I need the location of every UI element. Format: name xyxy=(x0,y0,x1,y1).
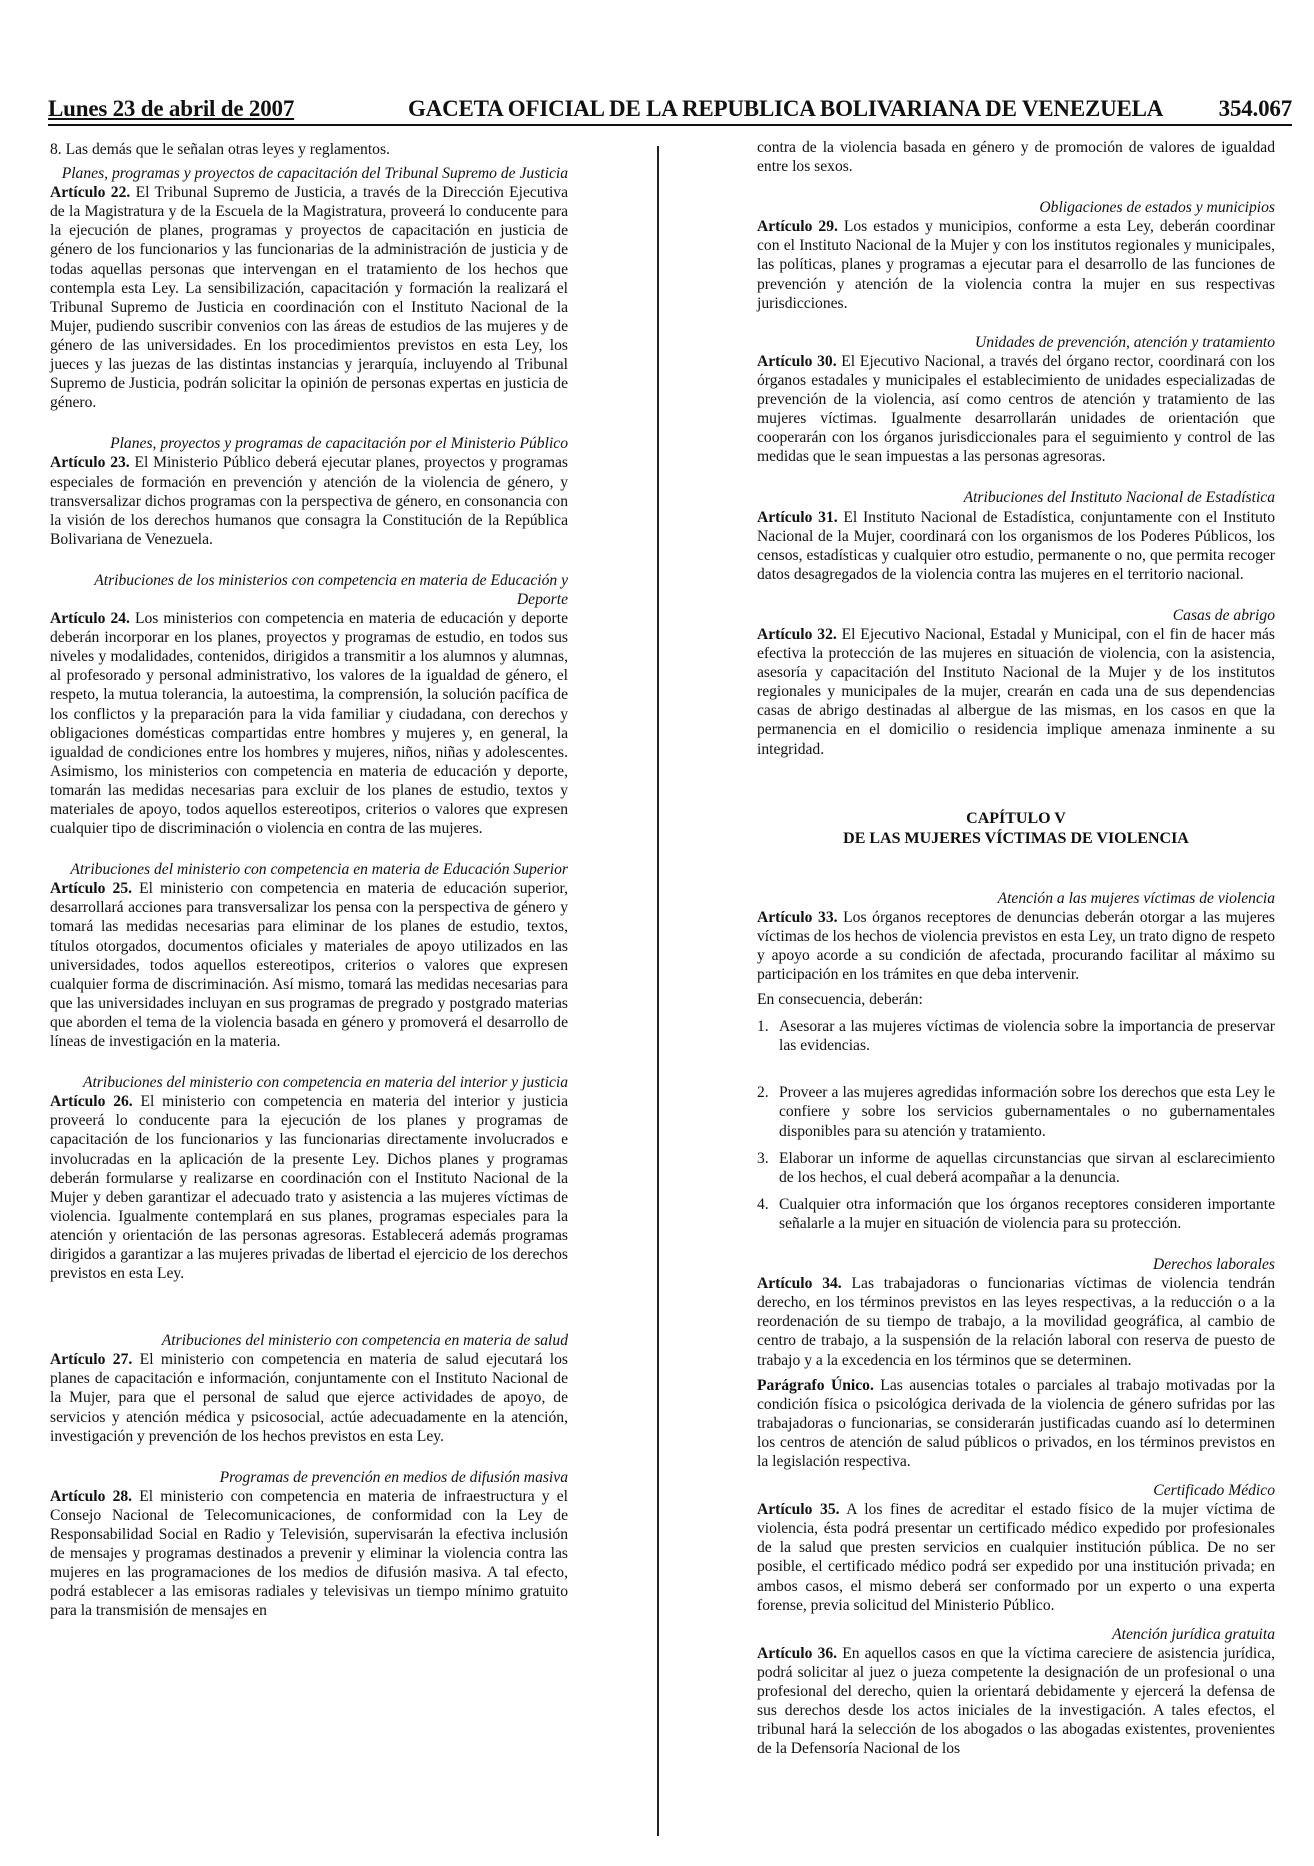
article-28-continuation: contra de la violencia basada en género y de promoción de valores de igualdad entre los sexos. xyxy=(757,139,1275,176)
article-36 xyxy=(757,1644,1275,1759)
article-33 xyxy=(757,908,1275,984)
article-26 xyxy=(50,1092,568,1283)
article-32-heading: Casas de abrigo xyxy=(1172,606,1275,624)
left-column xyxy=(50,140,568,1620)
list-item xyxy=(757,1195,1275,1233)
article-29-label: Artículo 29. xyxy=(757,218,838,236)
header-page-number: 354.067 xyxy=(1218,96,1292,121)
article-30-text: El Ejecutivo Nacional, a través del órgano rector, coordinará con los órganos estadales y municipales el establecimiento de unidades especializadas de prevención de la violencia, así como centros de atención y tratamiento de las mujeres víctimas. Igualmente desarrollarán unidades de orientación que cooperarán con los órganos jurisdiccionales para el seguimiento y control de las medidas que le sean impuestas a las personas agresoras. xyxy=(757,352,1275,466)
article-34 xyxy=(757,1274,1275,1369)
article-25-label: Artículo 25. xyxy=(50,880,133,898)
header-title: GACETA OFICIAL DE LA REPUBLICA BOLIVARIANA DE VENEZUELA xyxy=(408,96,1164,121)
article-26-label: Artículo 26. xyxy=(50,1093,133,1111)
article-22-heading: Planes, programas y proyectos de capacitación del Tribunal Supremo de Justicia xyxy=(61,165,568,183)
article-25-heading: Atribuciones del ministerio con competencia en materia de Educación Superior xyxy=(70,861,568,879)
article-35-label: Artículo 35. xyxy=(757,1501,840,1519)
page-header xyxy=(48,94,1292,126)
article-32 xyxy=(757,625,1275,759)
article-25-text: El ministerio con competencia en materia de educación superior, desarrollará acciones para transversalizar los pensa con la perspectiva de género y tomará las medidas necesarias para eliminar de los planes de estudio, textos, títulos otorgados, documentos oficiales y materiales de apoyo utilizados en las universidades, todos aquellos estereotipos, criterios o valores que expresen cualquier forma de discriminación. Así mismo, tomará las medidas necesarias para que las universidades incluyan en sus programas de pregrado y postgrado materias que aborden el tema de la violencia basada en género y promoverá el desarrollo de líneas de investigación en la materia. xyxy=(50,880,568,1051)
article-23 xyxy=(50,453,568,548)
article-26-heading: Atribuciones del ministerio con competencia en materia del interior y justicia xyxy=(82,1074,568,1092)
article-36-heading: Atención jurídica gratuita xyxy=(1112,1625,1275,1643)
chapter-number: CAPÍTULO V xyxy=(966,809,1066,827)
article-31-label: Artículo 31. xyxy=(757,508,838,526)
article-28 xyxy=(50,1487,568,1621)
paragraph-label: Parágrafo Único. xyxy=(757,1376,874,1394)
article-36-label: Artículo 36. xyxy=(757,1644,838,1662)
list-item-number: 4. xyxy=(757,1195,769,1213)
article-22 xyxy=(50,183,568,412)
article-25 xyxy=(50,879,568,1051)
list-item-text: Proveer a las mujeres agredidas información sobre los derechos que esta Ley le confiere y sobre los servicios gubernamentales o no gubernamentales disponibles para su atención y tratamiento. xyxy=(779,1084,1275,1140)
chapter-heading xyxy=(757,809,1275,849)
column-divider xyxy=(657,146,659,1836)
article-34-label: Artículo 34. xyxy=(757,1275,842,1293)
list-item-text: Elaborar un informe de aquellas circunstancias que sirvan al esclarecimiento de los hechos, el cual deberá acompañar a la denuncia. xyxy=(779,1149,1275,1186)
article-32-text: El Ejecutivo Nacional, Estadal y Municipal, con el fin de hacer más efectiva la protección de las mujeres en situación de violencia, con la asistencia, asesoría y capacitación del Instituto Nacional de la Mujer y de los institutos regionales y municipales de la mujer, crearán en cada una de sus dependencias casas de abrigo destinadas al albergue de las mismas, en los casos en que la permanencia en el domicilio o residencia implique amenaza inminente a su integridad. xyxy=(757,625,1275,758)
article-31-text: El Instituto Nacional de Estadística, conjuntamente con el Instituto Nacional de la Mujer, coordinará con los organismos de los Poderes Públicos, los censos, estadísticas y cualquier otro estudio, permanente o no, que permita recoger datos desagregados de la violencia contra las mujeres en el territorio nacional. xyxy=(757,508,1275,583)
article-28-heading: Programas de prevención en medios de difusión masiva xyxy=(219,1468,568,1486)
list-item-text: Cualquier otra información que los órganos receptores consideren importante señalarle a la mujer en situación de violencia para su protección. xyxy=(779,1195,1275,1232)
article-24 xyxy=(50,609,568,838)
article-27-label: Artículo 27. xyxy=(50,1351,133,1369)
article-24-heading: Atribuciones de los ministerios con competencia en materia de Educación y Deporte xyxy=(94,571,568,608)
article-34-heading: Derechos laborales xyxy=(1153,1256,1275,1274)
article-26-text: El ministerio con competencia en materia del interior y justicia proveerá lo conducente para la ejecución de los planes y programas de capacitación de los funcionarios y las funcionarias directamente involucrados e involucradas en la aplicación de la presente Ley. Dichos planes y programas deberán formularse y realizarse en coordinación con el Instituto Nacional de la Mujer y deben garantizar el adecuado trato y asistencia a las mujeres víctimas de violencia. Igualmente contemplará en sus planes, programas especiales para la atención y orientación de las personas agresoras. Establecerá además programas dirigidos a garantizar a las mujeres privadas de libertad el ejercicio de los derechos previstos en esta Ley. xyxy=(50,1093,569,1283)
article-31 xyxy=(757,508,1275,584)
article-22-text: El Tribunal Supremo de Justicia, a través de la Dirección Ejecutiva de la Magistratura y de la Escuela de la Magistratura, proveerá lo conducente para la ejecución de planes, programas y proyectos de capacitación en justicia de género de los funcionarios y las funcionarias de la administración de justicia y de todas aquellas personas que intervengan en el tratamiento de los hechos que contempla esta Ley. La sensibilización, capacitación y formación la realizará el Tribunal Supremo de Justicia en coordinación con el Instituto Nacional de la Mujer, pudiendo suscribir convenios con las áreas de estudios de las mujeres y de género de las universidades. En los procedimientos previstos en esta Ley, los jueces y las juezas de las distintas instancias y jerarquía, incluyendo al Tribunal Supremo de Justicia, podrán solicitar la opinión de personas expertas en justicia de género. xyxy=(50,184,568,412)
article-30-heading: Unidades de prevención, atención y tratamiento xyxy=(975,333,1275,351)
article-33-text: Los órganos receptores de denuncias deberán otorgar a las mujeres víctimas de los hechos de violencia previstos en esta Ley, un trato digno de respeto y apoyo acorde a su condición de afectada, procurando facilitar al máximo su participación en los trámites en que deba intervenir. xyxy=(757,908,1275,983)
list-item xyxy=(757,1083,1275,1140)
list-item-number: 2. xyxy=(757,1084,769,1102)
article-32-label: Artículo 32. xyxy=(757,625,837,643)
article-29-heading: Obligaciones de estados y municipios xyxy=(1039,199,1275,217)
article-23-label: Artículo 23. xyxy=(50,454,130,472)
chapter-title: DE LAS MUJERES VÍCTIMAS DE VIOLENCIA xyxy=(843,829,1189,847)
article-30-label: Artículo 30. xyxy=(757,352,837,370)
right-column xyxy=(757,138,1275,1758)
list-item-number: 3. xyxy=(757,1149,769,1167)
article-23-heading: Planes, proyectos y programas de capacitación por el Ministerio Público xyxy=(110,435,568,453)
article-33-intro: En consecuencia, deberán: xyxy=(757,991,923,1009)
header-date: Lunes 23 de abril de 2007 xyxy=(48,96,295,121)
article-27-text: El ministerio con competencia en materia de salud ejecutará los planes de capacitación e información, conjuntamente con el Instituto Nacional de la Mujer, para que el personal de salud que ejerce actividades de apoyo, de servicios y atención médica y psicosocial, actúe adecuadamente en la atención, investigación y prevención de los hechos previstos en esta Ley. xyxy=(50,1351,568,1445)
article-34-paragraph xyxy=(757,1376,1275,1471)
article-31-heading: Atribuciones del Instituto Nacional de Estadística xyxy=(963,489,1275,507)
list-item-text: Asesorar a las mujeres víctimas de violencia sobre la importancia de preservar las evidencias. xyxy=(779,1018,1275,1055)
article-29-text: Los estados y municipios, conforme a esta Ley, deberán coordinar con el Instituto Nacional de la Mujer y con los institutos regionales y municipales, las políticas, planes y programas a ejecutar para el desarrollo de las funciones de prevención y atención de la violencia contra la mujer en sus respectivas jurisdicciones. xyxy=(757,218,1275,312)
article-22-label: Artículo 22. xyxy=(50,184,131,202)
paragraph-text: Las ausencias totales o parciales al trabajo motivadas por la condición física o psicológica derivada de la violencia de género sufridas por las trabajadoras o funcionarias, se considerarán justificadas cuando así lo determinen los centros de atención de salud públicos o privados, en los términos previstos en la legislación respectiva. xyxy=(757,1376,1275,1470)
article-28-label: Artículo 28. xyxy=(50,1487,133,1505)
article-30 xyxy=(757,352,1275,467)
list-item xyxy=(757,1149,1275,1187)
article-27-heading: Atribuciones del ministerio con competencia en materia de salud xyxy=(161,1332,568,1350)
list-item-8: 8. Las demás que le señalan otras leyes y reglamentos. xyxy=(50,141,390,158)
article-24-text: Los ministerios con competencia en materia de educación y deporte deberán incorporar en los planes, proyectos y programas de estudio, en todos sus niveles y modalidades, contenidos, dirigidos a transmitir a los alumnos y alumnas, al profesorado y personal administrativo, los valores de la igualdad de género, el respeto, la mutua tolerancia, la autoestima, la comprensión, la solución pacífica de los conflictos y la preparación para la vida familiar y ciudadana, con derechos y obligaciones domésticas compartidas entre hombres y mujeres y, en general, la igualdad de condiciones entre los hombres y mujeres, niños, niñas y adolescentes. Asimismo, los ministerios con competencia en materia de educación y deporte, tomarán las medidas necesarias para excluir de los planes de estudio, textos y materiales de apoyo, todos aquellos estereotipos, criterios o valores que expresen cualquier tipo de discriminación o violencia en contra de las mujeres. xyxy=(50,610,568,838)
article-23-text: El Ministerio Público deberá ejecutar planes, proyectos y programas especiales de formación en prevención y atención de la violencia de género, y transversalizar dichos programas con la perspectiva de género, en consonancia con la visión de los derechos humanos que consagra la Constitución de la República Bolivariana de Venezuela. xyxy=(50,454,568,548)
article-27 xyxy=(50,1350,568,1445)
article-36-text: En aquellos casos en que la víctima careciere de asistencia jurídica, podrá solicitar al juez o jueza competente la designación de un profesional o una profesional del derecho, quien la orientará debidamente y ejercerá la defensa de sus derechos desde los actos iniciales de la investigación. A tales efectos, el tribunal hará la selección de los abogados o las abogadas existentes, provenientes de la Defensoría Nacional de los xyxy=(757,1644,1275,1758)
article-33-heading: Atención a las mujeres víctimas de violencia xyxy=(997,889,1275,907)
article-24-label: Artículo 24. xyxy=(50,610,130,628)
list-item-number: 1. xyxy=(757,1018,769,1036)
article-33-label: Artículo 33. xyxy=(757,908,838,926)
article-35-heading: Certificado Médico xyxy=(1153,1482,1275,1500)
article-35 xyxy=(757,1500,1275,1615)
article-35-text: A los fines de acreditar el estado físico de la mujer víctima de violencia, ésta podrá presentar un certificado médico expedido por profesionales de la salud que presten servicios en cualquier institución pública. De no ser posible, el certificado médico podrá ser expedido por una institución privada; en ambos casos, el mismo deberá ser conformado por un experto o una experta forense, previa solicitud del Ministerio Público. xyxy=(757,1501,1275,1614)
article-29 xyxy=(757,217,1275,312)
article-34-text: Las trabajadoras o funcionarias víctimas de violencia tendrán derecho, en los términos previstos en las leyes respectivas, a la reducción o a la reordenación de su tiempo de trabajo, a la movilidad geográfica, al cambio de centro de trabajo, a la suspensión de la relación laboral con reserva de puesto de trabajo y a la excedencia en los términos que se determinen. xyxy=(757,1275,1276,1369)
list-item xyxy=(757,1017,1275,1055)
article-28-text: El ministerio con competencia en materia de infraestructura y el Consejo Nacional de Telecomunicaciones, de conformidad con la Ley de Responsabilidad Social en Radio y Televisión, supervisarán la efectiva inclusión de mensajes y programas destinados a prevenir y eliminar la violencia contra las mujeres en las programaciones de los medios de difusión masiva. A tal efecto, podrá establecer a las emisoras radiales y televisivas un tiempo mínimo gratuito para la transmisión de mensajes en xyxy=(50,1487,568,1620)
